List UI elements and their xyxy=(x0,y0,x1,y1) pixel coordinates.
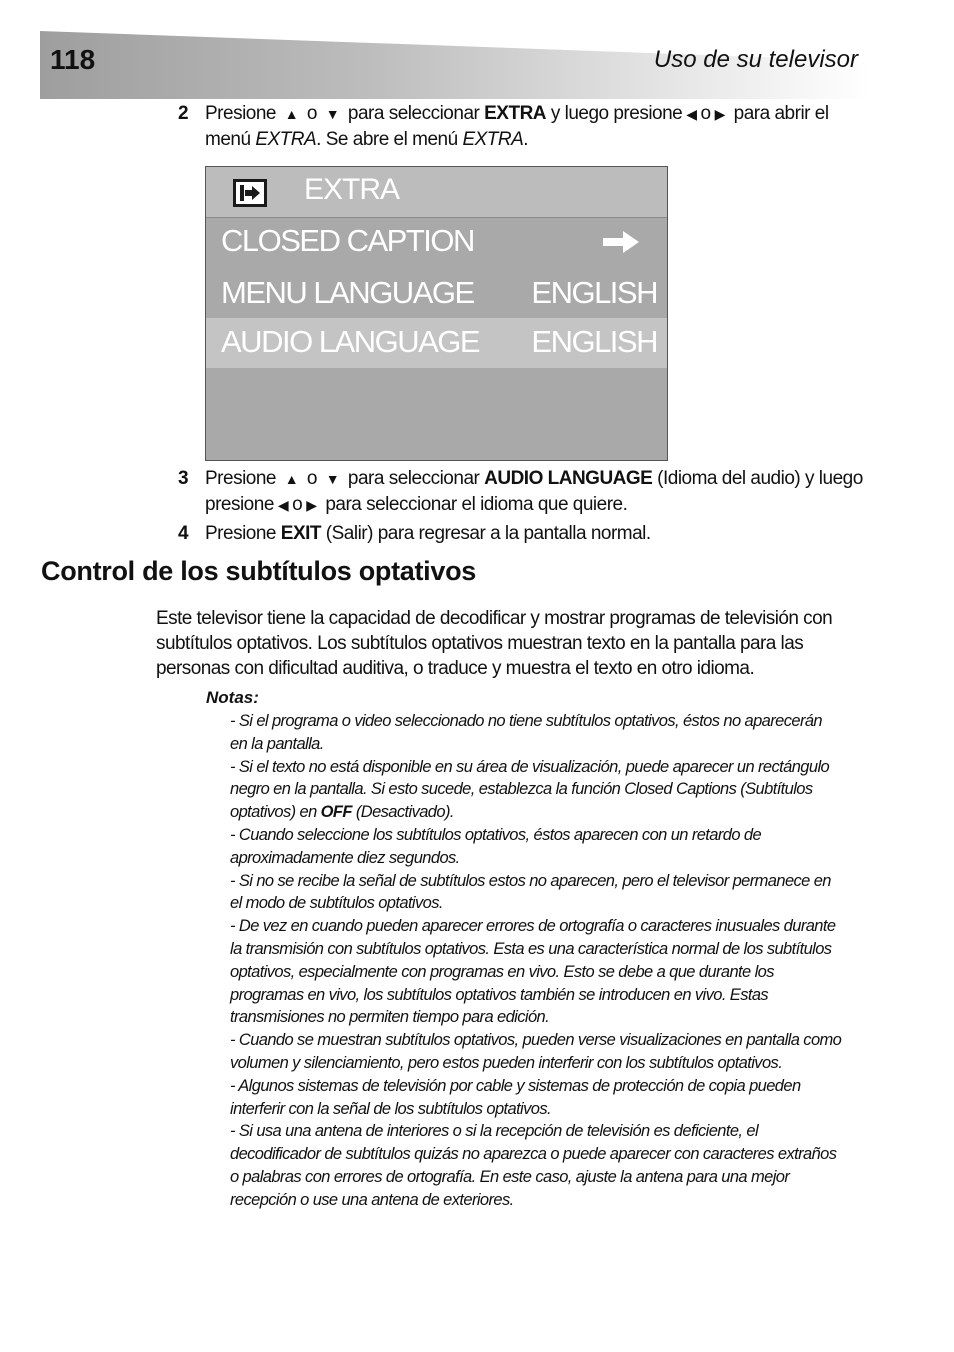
down-arrow-icon: ▼ xyxy=(325,106,340,122)
up-arrow-icon: ▲ xyxy=(284,471,299,487)
step-text: Presione xyxy=(205,468,276,489)
notes-list xyxy=(230,710,842,1212)
down-arrow-icon: ▼ xyxy=(325,471,340,487)
menu-header xyxy=(206,167,667,218)
step-text: para seleccionar xyxy=(347,103,480,124)
step-number: 3 xyxy=(178,468,189,489)
left-arrow-icon: ◀ xyxy=(686,106,697,122)
menu-item-menu-language xyxy=(206,269,667,319)
step-text: y luego presione xyxy=(550,103,683,124)
page-number: 118 xyxy=(50,44,96,75)
step-text: o xyxy=(292,494,303,515)
up-arrow-icon: ▲ xyxy=(284,106,299,122)
note-item: - Algunos sistemas de televisión por cable y sistemas de protección de copia pueden interferir con la señal de los subtítulos optativos. xyxy=(230,1076,801,1118)
step-text: Presione xyxy=(205,523,276,544)
right-arrow-icon xyxy=(601,227,641,263)
step-text: Presione xyxy=(205,103,276,124)
step-keyword: EXTRA xyxy=(484,103,547,124)
note-item: - Cuando se muestran subtítulos optativos, pueden verse visualizaciones en pantalla como volumen y silenciamiento, pero estos pueden interferir con los subtítulos optativos. xyxy=(230,1031,842,1072)
note-item: - Si usa una antena de interiores o si la recepción de televisión es deficiente, el decodificador de subtítulos quizás no aparezca o puede aparecer con caracteres extraños o palabras con errores de ortografía. En este caso, ajuste la antena para una mejor recepción o use una antena de exteriores. xyxy=(230,1122,837,1209)
note-item: - Cuando seleccione los subtítulos optativos, éstos aparecen con un retardo de aproximadamente diez segundos. xyxy=(230,825,762,867)
step-text: . xyxy=(523,129,529,150)
step-text: para seleccionar el idioma que quiere. xyxy=(325,494,628,515)
note-text: (Desactivado). xyxy=(355,803,454,822)
step-italic: EXTRA xyxy=(255,129,317,150)
menu-item-closed-caption xyxy=(206,217,667,267)
extra-menu-icon xyxy=(233,179,267,207)
step-text: para seleccionar xyxy=(347,468,480,489)
note-item: - Si no se recibe la señal de subtítulos estos no aparecen, pero el televisor permanece en el modo de subtítulos optativos. xyxy=(230,871,831,913)
menu-item-label: MENU LANGUAGE xyxy=(221,275,474,310)
left-arrow-icon: ◀ xyxy=(277,497,289,513)
note-item: - De vez en cuando pueden aparecer errores de ortografía o caracteres inusuales durante la transmisión con subtítulos optativos. Esta es una característica normal de los subtítulos optativos, especialmente con programas en vivo. Esto se debe a que durante los programas en vivo, los subtítulos optativos también se introducen en vivo. Estas transmisiones no permiten tiempo para edición. xyxy=(230,917,836,1027)
step-text: o xyxy=(306,468,317,489)
step-number: 4 xyxy=(178,523,189,544)
section-header: Uso de su televisor xyxy=(653,46,858,73)
step-italic: EXTRA xyxy=(462,129,524,150)
step-text: para abrir el menú xyxy=(205,103,829,150)
note-keyword: OFF xyxy=(320,803,352,822)
step-text: (Salir) para regresar a la pantalla normal. xyxy=(325,523,651,544)
section-title: Control de los subtítulos optativos xyxy=(41,556,477,586)
step-keyword: EXIT xyxy=(280,523,322,544)
note-item xyxy=(230,756,842,824)
step-number: 2 xyxy=(178,103,189,124)
step-2 xyxy=(178,101,878,152)
step-text: o xyxy=(700,103,711,124)
step-4 xyxy=(178,521,878,546)
note-text: - Si el texto no está disponible en su área de visualización, puede aparecer un rectángulo negro en la pantalla. Si esto sucede, establezca la función Closed Captions (Subtítulos optativos) en xyxy=(230,757,830,822)
step-text: . Se abre el menú xyxy=(316,129,458,150)
intro-paragraph: Este televisor tiene la capacidad de decodificar y mostrar programas de televisión con subtítulos optativos. Los subtítulos optativos muestran texto en la pantalla para las personas con dificultad auditiva, o traduce y muestra el texto en otro idioma. xyxy=(156,608,833,679)
menu-item-value: ENGLISH xyxy=(531,324,657,359)
right-arrow-icon: ▶ xyxy=(714,106,725,122)
menu-item-value: ENGLISH xyxy=(531,275,657,310)
menu-item-label: CLOSED CAPTION xyxy=(221,223,474,258)
step-text: (Idioma del audio) y luego presione xyxy=(205,468,863,515)
extra-menu-screenshot xyxy=(205,166,668,461)
notes-title: Notas: xyxy=(206,688,259,707)
menu-item-audio-language xyxy=(206,318,667,368)
step-text: o xyxy=(306,103,317,124)
step-3 xyxy=(178,466,878,518)
right-arrow-icon: ▶ xyxy=(306,497,317,513)
menu-title: EXTRA xyxy=(304,173,400,206)
note-item: - Si el programa o video seleccionado no tiene subtítulos optativos, éstos no aparecerán en la pantalla. xyxy=(230,712,823,753)
step-keyword: AUDIO LANGUAGE xyxy=(484,468,653,489)
menu-item-label: AUDIO LANGUAGE xyxy=(221,324,480,359)
